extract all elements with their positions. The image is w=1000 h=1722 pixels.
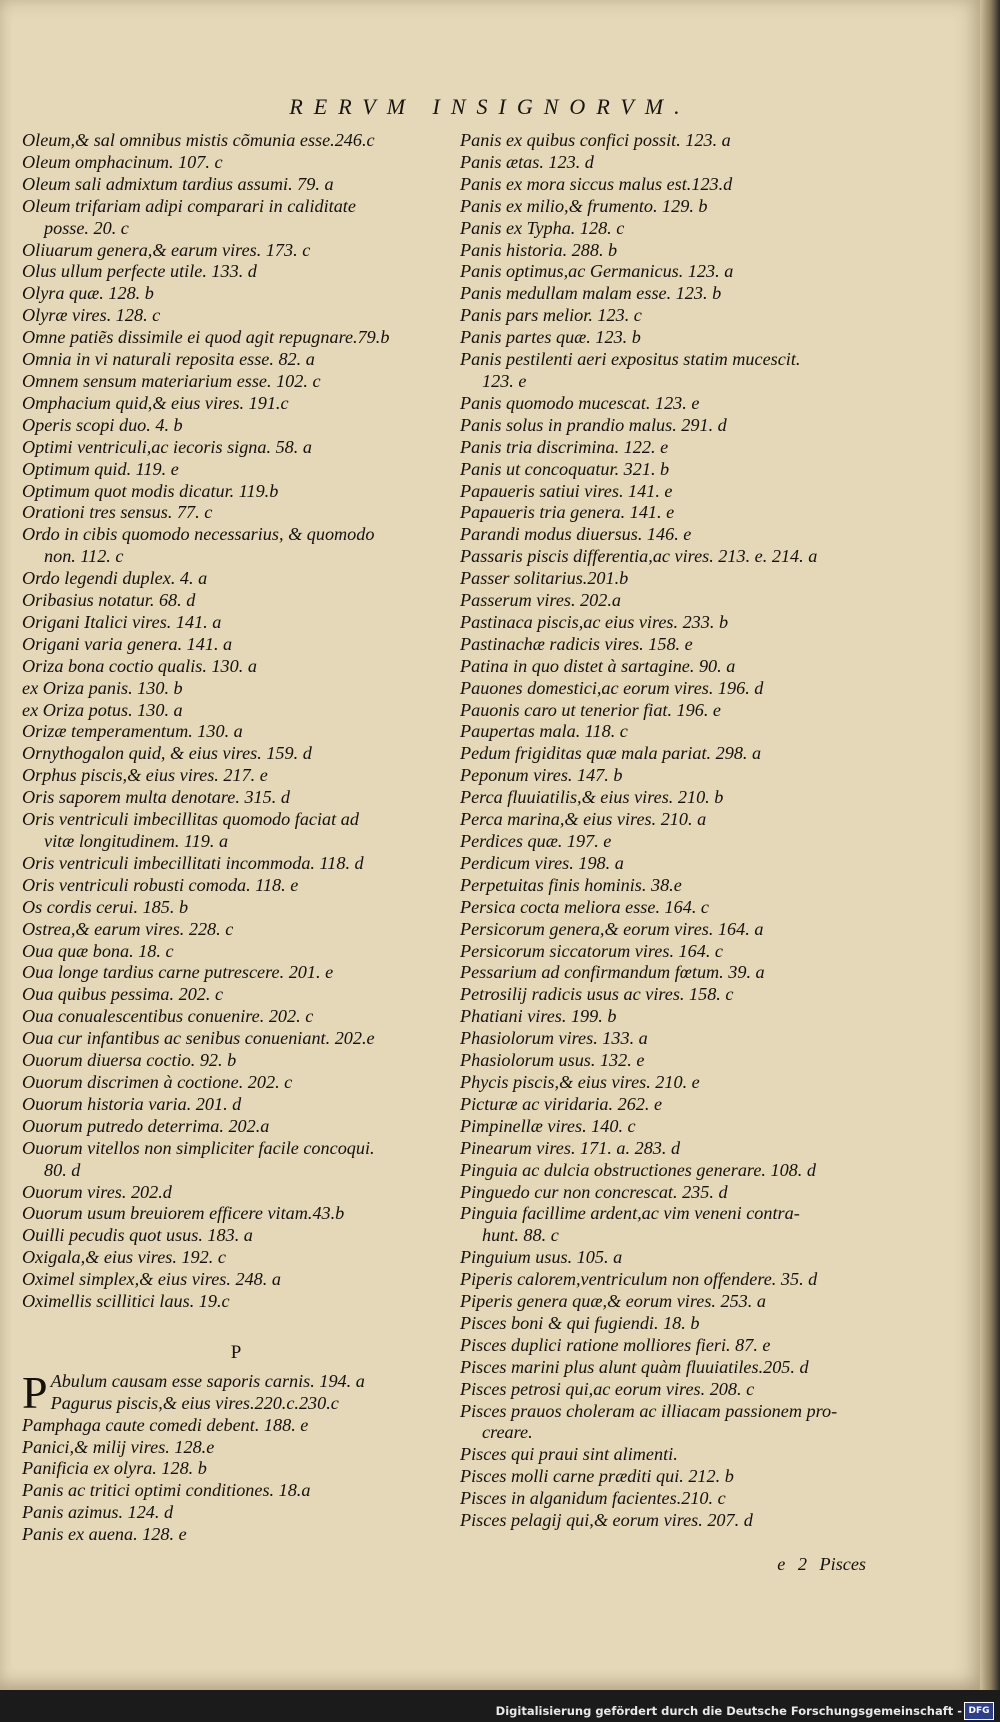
index-entry: Panis optimus,ac Germanicus. 123. a <box>460 261 734 282</box>
index-entry: Panis ex Typha. 128. c <box>460 217 625 238</box>
index-entry: Ostrea,& earum vires. 228. c <box>22 918 234 939</box>
index-entry: Panis ex mora siccus malus est.123.d <box>460 173 733 194</box>
index-entry: Orationi tres sensus. 77. c <box>22 502 213 523</box>
index-entry: Origani varia genera. 141. a <box>22 633 233 654</box>
index-entry: Panis ex auena. 128. e <box>22 1524 187 1545</box>
blank-line <box>22 1313 450 1335</box>
index-entry: Patina in quo distet à sartagine. 90. a <box>460 655 736 676</box>
index-entry: Panis partes quæ. 123. b <box>460 327 641 348</box>
index-entry: Oximellis scillitici laus. 19.c <box>22 1291 230 1312</box>
index-entry: Pisces prauos choleram ac illiacam passionem pro- <box>460 1400 838 1421</box>
index-entry-continuation: creare. <box>482 1422 533 1443</box>
index-entry: Ouorum discrimen à coctione. 202. c <box>22 1071 293 1092</box>
index-entry: Pessarium ad confirmandum fœtum. 39. a <box>460 962 765 983</box>
index-entry: Panis pestilenti aeri expositus statim mucescit. <box>460 349 801 370</box>
index-entry: Oriza bona coctio qualis. 130. a <box>22 655 257 676</box>
index-entry: Pisces petrosi qui,ac eorum vires. 208. c <box>460 1378 755 1399</box>
index-entry: Ouorum vitellos non simpliciter facile concoqui. <box>22 1137 375 1158</box>
index-entry: Pagurus piscis,& eius vires.220.c.230.c <box>50 1392 339 1413</box>
index-entry: Panis pars melior. 123. c <box>460 305 642 326</box>
index-entry: Perca marina,& eius vires. 210. a <box>460 809 707 830</box>
index-entry: Pimpinellæ vires. 140. c <box>460 1115 636 1136</box>
index-entry: Omnem sensum materiarium esse. 102. c <box>22 370 321 391</box>
index-entry: Optimum quid. 119. e <box>22 458 179 479</box>
index-entry: Oribasius notatur. 68. d <box>22 590 196 611</box>
index-entry: Oliuarum genera,& earum vires. 173. c <box>22 239 311 260</box>
index-entry: Picturæ ac viridaria. 262. e <box>460 1093 663 1114</box>
index-entry: Panis ex quibus confici possit. 123. a <box>460 130 731 150</box>
index-entry: Pisces pelagij qui,& eorum vires. 207. d <box>460 1510 753 1531</box>
index-entry: Panis quomodo mucescat. 123. e <box>460 392 700 413</box>
index-entry: Origani Italici vires. 141. a <box>22 611 222 632</box>
digitization-credit: Digitalisierung gefördert durch die Deutsche Forschungsgemeinschaft - <box>495 1704 962 1718</box>
index-entry: Panis azimus. 124. d <box>22 1502 174 1523</box>
index-entry: Ouorum vires. 202.d <box>22 1181 172 1202</box>
index-entry-continuation: non. 112. c <box>44 546 124 567</box>
index-entry: Oua quibus pessima. 202. c <box>22 984 224 1005</box>
dfg-logo: DFG <box>964 1702 994 1720</box>
drop-cap: P <box>22 1366 48 1418</box>
index-entry-continuation: 80. d <box>44 1159 81 1180</box>
index-entry: Ouilli pecudis quot usus. 183. a <box>22 1225 253 1246</box>
index-entry: Phasiolorum vires. 133. a <box>460 1028 648 1049</box>
index-entry: Perpetuitas finis hominis. 38.e <box>460 874 682 895</box>
index-entry: Ouorum usum breuiorem efficere vitam.43.b <box>22 1203 345 1224</box>
index-entry: Pisces in alganidum facientes.210. c <box>460 1488 726 1509</box>
index-entry: Pamphaga caute comedi debent. 188. e <box>22 1414 309 1435</box>
index-entry: Optimi ventriculi,ac iecoris signa. 58. a <box>22 436 312 457</box>
index-entry: Omphacium quid,& eius vires. 191.c <box>22 392 289 413</box>
index-entry: Passerum vires. 202.a <box>460 590 621 611</box>
index-entry: Panis tria discrimina. 122. e <box>460 436 669 457</box>
catchword: e 2 Pisces <box>777 1554 866 1574</box>
index-entry: Oua longe tardius carne putrescere. 201. e <box>22 962 334 983</box>
index-entry: Panici,& milij vires. 128.e <box>22 1436 215 1457</box>
index-entry: Olyra quæ. 128. b <box>22 283 154 304</box>
index-entry: Piperis genera quæ,& eorum vires. 253. a <box>460 1291 766 1312</box>
index-entry: Phasiolorum usus. 132. e <box>460 1050 645 1071</box>
index-entry: Olus ullum perfecte utile. 133. d <box>22 261 257 282</box>
index-entry: Piperis calorem,ventriculum non offendere. 35. d <box>460 1269 818 1290</box>
index-entry: Omne patiẽs dissimile ei quod agit repugnare.79.b <box>22 327 390 348</box>
index-entry-text: Abulum causam esse saporis carnis. 194. a <box>50 1370 365 1391</box>
index-entry: Pisces boni & qui fugiendi. 18. b <box>460 1312 700 1333</box>
index-entry: Panis ac tritici optimi conditiones. 18.a <box>22 1480 311 1501</box>
index-entry: Ouorum diuersa coctio. 92. b <box>22 1050 237 1071</box>
index-entry: Olyræ vires. 128. c <box>22 305 161 326</box>
index-entry: Perdices quæ. 197. e <box>460 831 612 851</box>
index-entry: Pauonis caro ut tenerior fiat. 196. e <box>460 699 722 720</box>
index-entry: Pastinachæ radicis vires. 158. e <box>460 633 693 654</box>
index-entry: Pinguedo cur non concrescat. 235. d <box>460 1181 728 1202</box>
index-entry: Pisces marini plus alunt quàm fluuiatiles.205. d <box>460 1356 809 1377</box>
index-entry: ex Oriza potus. 130. a <box>22 699 183 720</box>
running-head: RERVM INSIGNORVM. <box>289 94 691 119</box>
index-entry: Persica cocta meliora esse. 164. c <box>460 896 710 917</box>
index-entry-continuation: posse. 20. c <box>44 217 129 238</box>
index-entry: Panificia ex olyra. 128. b <box>22 1458 207 1479</box>
index-entry: Oleum omphacinum. 107. c <box>22 151 223 172</box>
index-entry: Persicorum genera,& eorum vires. 164. a <box>460 918 764 939</box>
index-entry: Panis medullam malam esse. 123. b <box>460 283 722 304</box>
index-entry: Oris ventriculi robusti comoda. 118. e <box>22 874 299 895</box>
index-entry: Orphus piscis,& eius vires. 217. e <box>22 765 268 786</box>
index-entry: Panis historia. 288. b <box>460 239 618 260</box>
index-column-left <box>22 130 450 1546</box>
index-entry: Panis ætas. 123. d <box>460 151 594 172</box>
index-entry: Papaueris tria genera. 141. e <box>460 502 675 523</box>
index-entry: Panis solus in prandio malus. 291. d <box>460 414 727 435</box>
index-entry: Persicorum siccatorum vires. 164. c <box>460 940 723 961</box>
index-entry: Os cordis cerui. 185. b <box>22 896 189 917</box>
section-letter: P <box>230 1341 242 1363</box>
index-entry: Oris ventriculi imbecillitas quomodo faciat ad <box>22 809 359 830</box>
index-entry: Oris saporem multa denotare. 315. d <box>22 787 290 808</box>
index-entry: Optimum quot modis dicatur. 119.b <box>22 480 279 501</box>
index-entry: Passaris piscis differentia,ac vires. 213. e. 214. a <box>460 546 818 567</box>
index-entry: Pedum frigiditas quæ mala pariat. 298. a <box>460 743 762 764</box>
index-entry: Pinguia facillime ardent,ac vim veneni contra- <box>460 1203 800 1224</box>
index-entry: Oleum sali admixtum tardius assumi. 79. a <box>22 173 334 194</box>
index-entry: Orizæ temperamentum. 130. a <box>22 721 243 742</box>
page-edge <box>980 0 1000 1690</box>
index-entry: Ordo in cibis quomodo necessarius, & quomodo <box>22 524 375 545</box>
index-entry: Phycis piscis,& eius vires. 210. e <box>460 1071 700 1092</box>
index-entry-continuation: hunt. 88. c <box>482 1225 559 1246</box>
index-entry: Pauones domestici,ac eorum vires. 196. d <box>460 677 764 698</box>
index-entry: Paupertas mala. 118. c <box>460 721 628 742</box>
index-entry: Parandi modus diuersus. 146. e <box>460 524 692 545</box>
index-entry: Oua cur infantibus ac senibus conueniant. 202.e <box>22 1028 375 1049</box>
index-entry-continuation: 123. e <box>482 370 527 391</box>
index-entry: Operis scopi duo. 4. b <box>22 414 183 435</box>
index-column-right <box>460 130 878 1532</box>
index-entry: Oua conualescentibus conuenire. 202. c <box>22 1006 314 1027</box>
index-entry: ex Oriza panis. 130. b <box>22 677 183 698</box>
index-entry: Passer solitarius.201.b <box>460 568 629 589</box>
index-entry: Perdicum vires. 198. a <box>460 852 624 873</box>
index-entry: Panis ut concoquatur. 321. b <box>460 458 670 479</box>
index-entry: Papaueris satiui vires. 141. e <box>460 480 673 501</box>
index-entry: Ordo legendi duplex. 4. a <box>22 568 208 589</box>
index-entry: Oleum,& sal omnibus mistis cõmunia esse.246.c <box>22 130 375 150</box>
index-entry: Ouorum putredo deterrima. 202.a <box>22 1115 270 1136</box>
index-entry: Panis ex milio,& frumento. 129. b <box>460 195 708 216</box>
index-entry: Pinguia ac dulcia obstructiones generare. 108. d <box>460 1159 816 1180</box>
index-entry: Oua quæ bona. 18. c <box>22 940 174 961</box>
index-entry-continuation: vitæ longitudinem. 119. a <box>44 831 229 851</box>
index-entry: Ornythogalon quid, & eius vires. 159. d <box>22 743 312 764</box>
index-entry: Pastinaca piscis,ac eius vires. 233. b <box>460 611 729 632</box>
index-entry: Ouorum historia varia. 201. d <box>22 1093 242 1114</box>
index-entry: Perca fluuiatilis,& eius vires. 210. b <box>460 787 724 808</box>
index-entry: Pinguium usus. 105. a <box>460 1247 623 1268</box>
index-entry: Oximel simplex,& eius vires. 248. a <box>22 1269 281 1290</box>
index-entry: Phatiani vires. 199. b <box>460 1006 617 1027</box>
index-entry: Pisces molli carne præditi qui. 212. b <box>460 1466 734 1487</box>
index-entry: Oris ventriculi imbecillitati incommoda. 118. d <box>22 852 364 873</box>
index-entry: Pisces duplici ratione molliores fieri. 87. e <box>460 1334 771 1355</box>
index-entry: Pinearum vires. 171. a. 283. d <box>460 1137 681 1158</box>
index-entry: Peponum vires. 147. b <box>460 765 623 786</box>
index-entry: Omnia in vi naturali reposita esse. 82. a <box>22 349 315 370</box>
index-entry: Petrosilij radicis usus ac vires. 158. c <box>460 984 734 1005</box>
index-entry: Oxigala,& eius vires. 192. c <box>22 1247 226 1268</box>
index-entry: Pisces qui praui sint alimenti. <box>460 1444 678 1465</box>
index-entry: Oleum trifariam adipi comparari in caliditate <box>22 195 356 216</box>
